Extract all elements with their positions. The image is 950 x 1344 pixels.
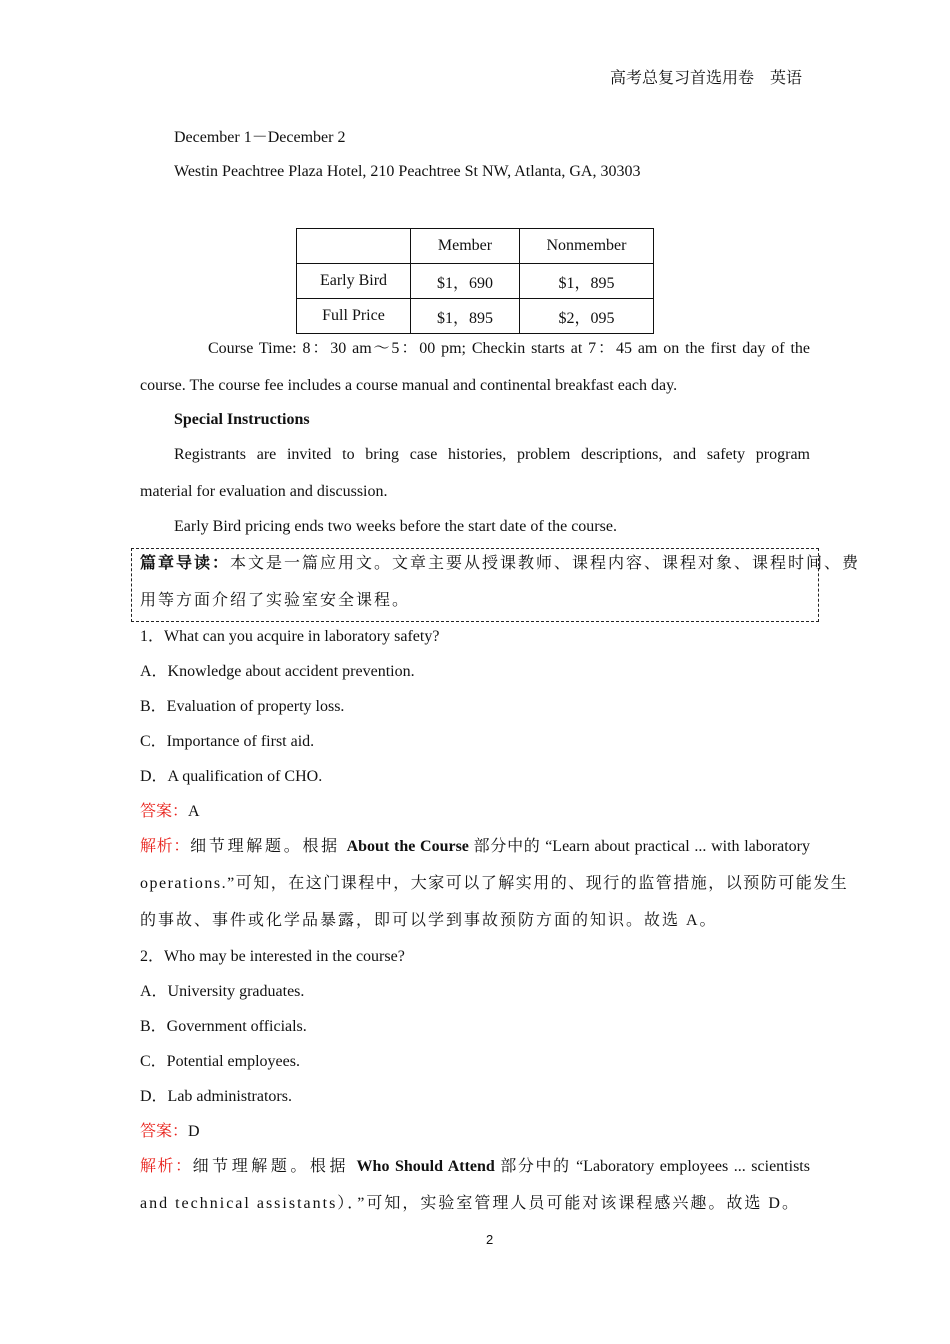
question-2-analysis-line2: and technical assistants）．”可知，实验室管理人员可能对该课程感兴趣。故选 D。 <box>140 1195 800 1212</box>
page-number: 2 <box>486 1232 494 1247</box>
table-row <box>297 299 654 334</box>
analysis-label: 解析： <box>140 1158 193 1175</box>
question-2-option-c: C．Potential employees. <box>140 1053 300 1070</box>
question-1-analysis-line3: 的事故、事件或化学品暴露，即可以学到事故预防方面的知识。故选 A。 <box>140 912 718 929</box>
course-dates: December 1－December 2 <box>174 129 346 146</box>
pricing-table <box>296 228 654 334</box>
table-cell: $1，895 <box>520 264 654 299</box>
table-cell: $1，895 <box>411 299 520 334</box>
table-cell: Early Bird <box>297 264 411 299</box>
special-instructions-heading: Special Instructions <box>174 411 310 428</box>
course-time-line2: course. The course fee includes a course manual and continental breakfast each day. <box>140 377 678 394</box>
answer-label: 答案： <box>140 803 189 820</box>
answer-value: D <box>188 1123 200 1140</box>
table-header-cell <box>297 229 411 264</box>
chapter-guide-line1 <box>140 554 861 574</box>
analysis-bold: Who Should Attend <box>356 1158 495 1175</box>
early-bird-note: Early Bird pricing ends two weeks before the start date of the course. <box>174 518 617 535</box>
question-1-analysis-line2: operations.”可知，在这门课程中，大家可以了解实用的、现行的监管措施，以预防可能发生 <box>140 875 849 892</box>
table-cell: Full Price <box>297 299 411 334</box>
analysis-text: 部分中的 “Learn about practical ... with laboratory <box>468 838 810 855</box>
special-instructions-line1: Registrants are invited to bring case histories, problem descriptions, and safety program <box>174 446 810 463</box>
analysis-text: 细节理解题。根据 <box>190 838 347 855</box>
question-1-option-d: D．A qualification of CHO. <box>140 768 323 785</box>
question-1-option-b: B．Evaluation of property loss. <box>140 698 345 715</box>
question-2-stem: 2．Who may be interested in the course? <box>140 948 405 965</box>
course-venue: Westin Peachtree Plaza Hotel, 210 Peachtree St NW, Atlanta, GA, 30303 <box>174 163 641 180</box>
table-cell: $1，690 <box>411 264 520 299</box>
answer-label: 答案： <box>140 1123 189 1140</box>
special-instructions-line2: material for evaluation and discussion. <box>140 483 388 500</box>
question-1-analysis-line1 <box>140 837 810 857</box>
table-header-cell: Member <box>411 229 520 264</box>
chapter-guide-label: 篇章导读： <box>140 555 231 572</box>
table-cell: $2，095 <box>520 299 654 334</box>
analysis-bold: About the Course <box>346 838 469 855</box>
question-2-analysis-line1 <box>140 1157 810 1177</box>
chapter-guide-line2: 用等方面介绍了实验室安全课程。 <box>140 592 411 609</box>
question-2-answer <box>140 1122 200 1142</box>
table-header-row <box>297 229 654 264</box>
analysis-text: 部分中的 “Laboratory employees ... scientists <box>494 1158 810 1175</box>
question-2-option-b: B．Government officials. <box>140 1018 307 1035</box>
question-1-stem: 1．What can you acquire in laboratory safety? <box>140 628 440 645</box>
running-header: 高考总复习首选用卷 英语 <box>610 70 803 87</box>
question-2-option-a: A．University graduates. <box>140 983 305 1000</box>
analysis-text: 细节理解题。根据 <box>192 1158 357 1175</box>
course-time-line1: Course Time: 8：30 am～5：00 pm; Checkin starts at 7：45 am on the first day of the <box>208 340 810 357</box>
question-1-answer <box>140 802 200 822</box>
chapter-guide-text: 本文是一篇应用文。文章主要从授课教师、课程内容、课程对象、课程时间、费 <box>230 555 861 572</box>
question-2-option-d: D．Lab administrators. <box>140 1088 292 1105</box>
analysis-label: 解析： <box>140 838 191 855</box>
question-1-option-c: C．Importance of first aid. <box>140 733 315 750</box>
table-row <box>297 264 654 299</box>
answer-value: A <box>188 803 200 820</box>
table-header-cell: Nonmember <box>520 229 654 264</box>
question-1-option-a: A．Knowledge about accident prevention. <box>140 663 415 680</box>
